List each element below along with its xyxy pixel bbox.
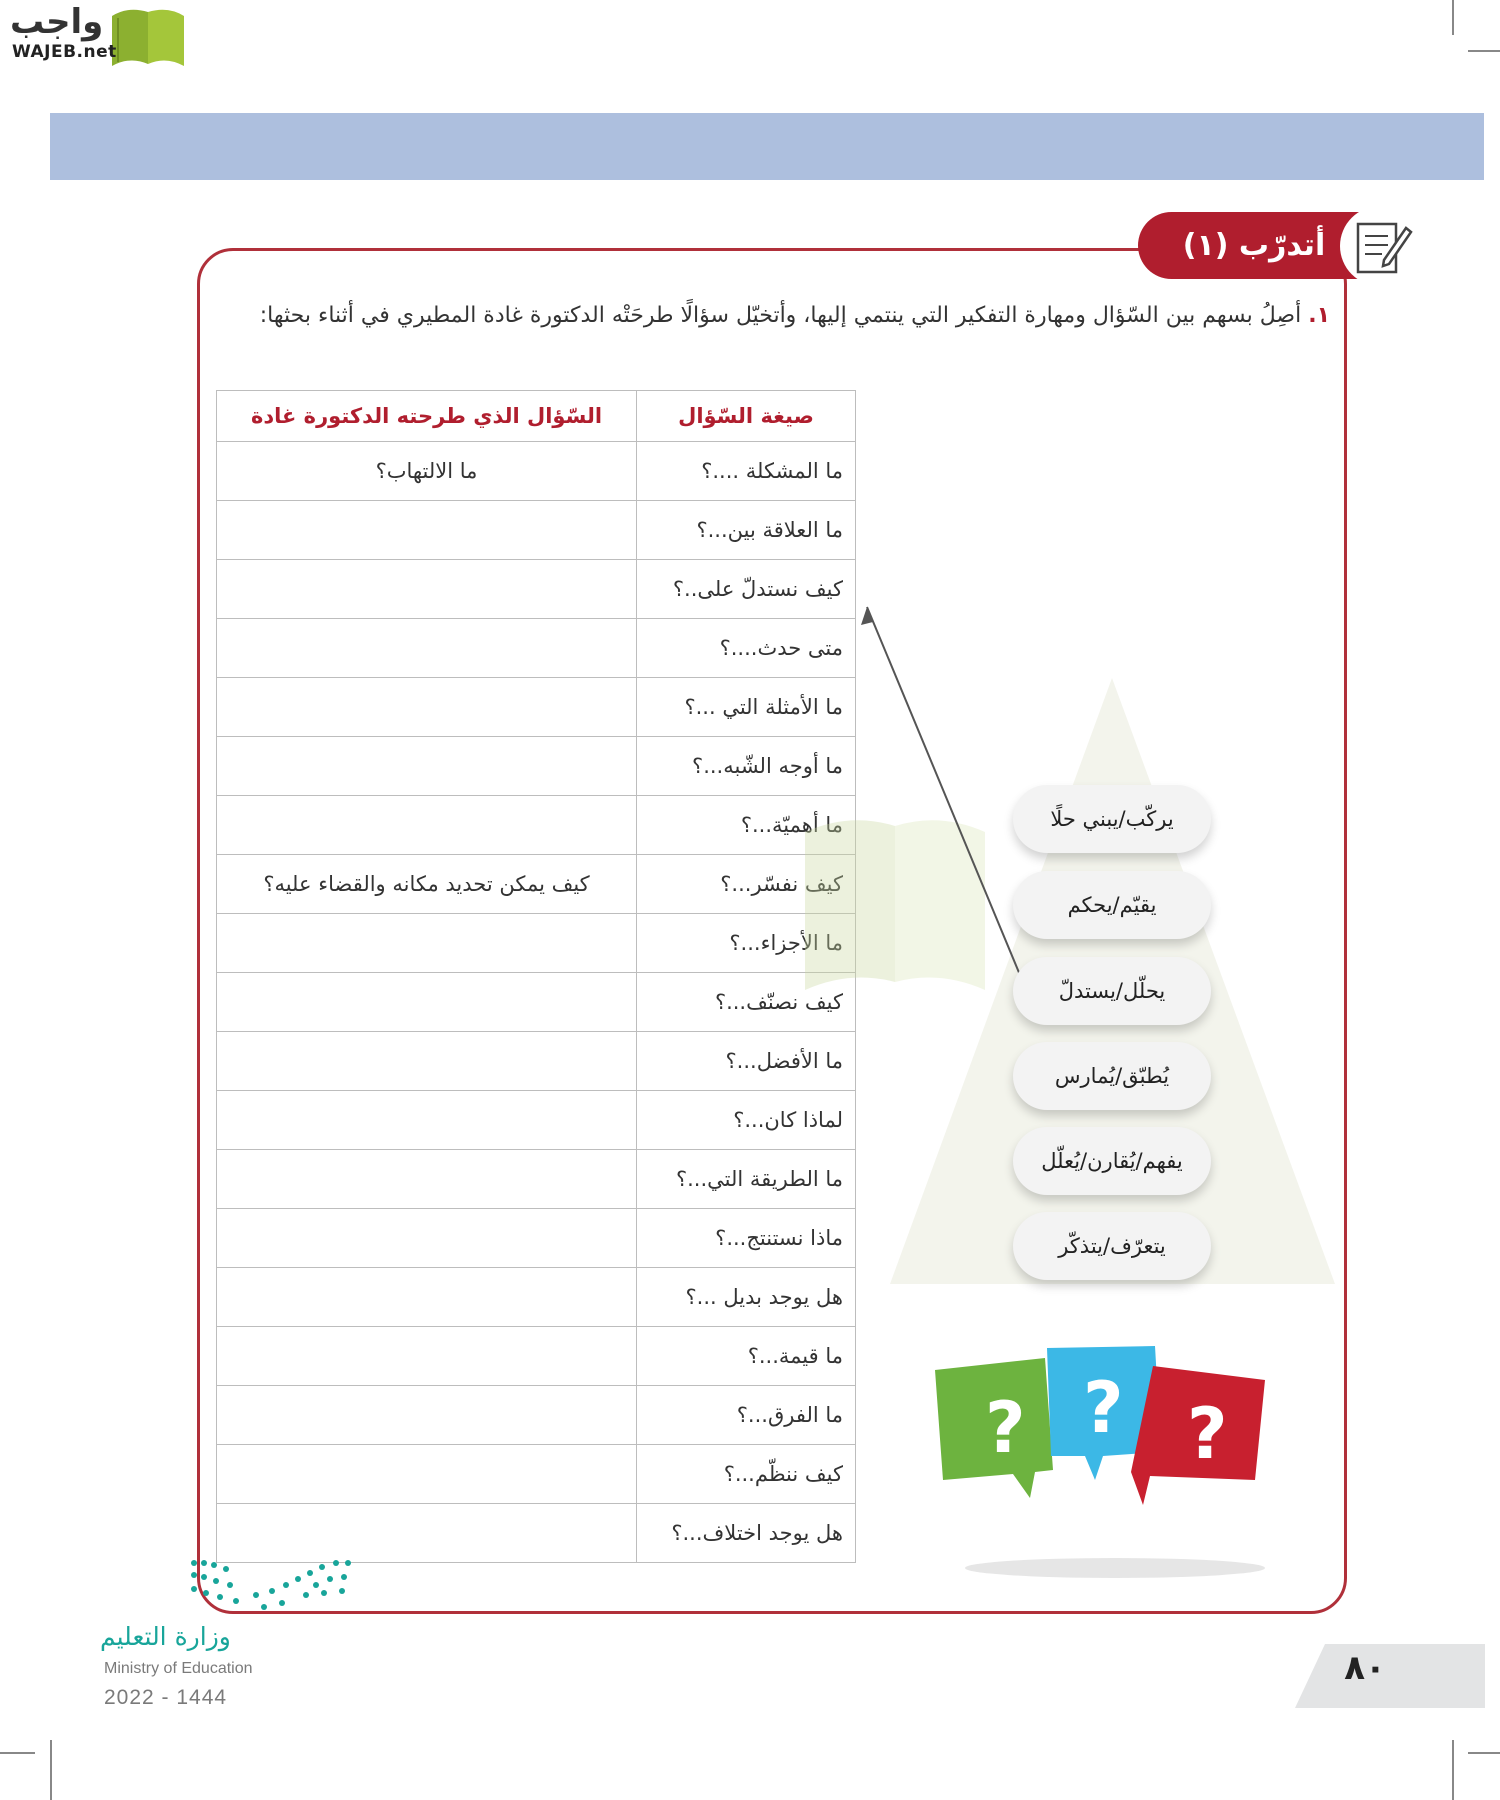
crop-mark (1452, 1740, 1454, 1800)
crop-mark (1468, 50, 1500, 52)
answer-cell[interactable] (217, 560, 637, 619)
ministry-logo-icon (186, 1555, 356, 1611)
question-mark-red: ? (1187, 1393, 1228, 1475)
table-row (217, 1504, 856, 1563)
table-row (217, 442, 856, 501)
answer-cell[interactable] (217, 1091, 637, 1150)
question-form: متى حدث....؟ (637, 619, 856, 678)
question-form: ما العلاقة بين...؟ (637, 501, 856, 560)
table-row (217, 1150, 856, 1209)
question-form: ما أوجه الشّبه...؟ (637, 737, 856, 796)
table-row (217, 619, 856, 678)
crop-mark (50, 1740, 52, 1800)
page-number: ٨٠ (1344, 1648, 1386, 1688)
table-row (217, 1091, 856, 1150)
crop-mark (0, 1752, 35, 1754)
header-asked: السّؤال الذي طرحته الدكتورة غادة (217, 391, 637, 442)
skill-pill-apply[interactable]: يُطبّق/يُمارس (1013, 1042, 1211, 1110)
question-form: ما الفرق...؟ (637, 1386, 856, 1445)
table-row (217, 1209, 856, 1268)
logo-arabic-text: واجب (10, 2, 104, 42)
question-form: كيف نستدلّ على..؟ (637, 560, 856, 619)
arrow-icon (855, 595, 1035, 985)
table-row (217, 737, 856, 796)
skill-pill-create[interactable]: يركّب/يبني حلًا (1013, 785, 1211, 853)
answer-cell[interactable] (217, 1268, 637, 1327)
answer-cell[interactable] (217, 737, 637, 796)
answer-cell[interactable] (217, 1386, 637, 1445)
answer-cell[interactable] (217, 619, 637, 678)
skill-pill-remember[interactable]: يتعرّف/يتذكّر (1013, 1212, 1211, 1280)
question-form: ما الطريقة التي...؟ (637, 1150, 856, 1209)
header-band (50, 113, 1484, 180)
question-mark-green: ? (985, 1387, 1026, 1469)
table-header-row (217, 391, 856, 442)
table-row (217, 1445, 856, 1504)
badge-icon-holder (1340, 206, 1420, 286)
edition-year: 2022 - 1444 (104, 1686, 228, 1709)
question-form: كيف ننظّم...؟ (637, 1445, 856, 1504)
ministry-name-english: Ministry of Education (104, 1660, 253, 1677)
answer-cell[interactable] (217, 501, 637, 560)
exercise-badge: أتدرّب (١) (1138, 212, 1370, 279)
question-form: ما المشكلة ....؟ (637, 442, 856, 501)
instruction (215, 292, 1330, 340)
question-form: كيف نصنّف...؟ (637, 973, 856, 1032)
question-form: لماذا كان...؟ (637, 1091, 856, 1150)
crop-mark (1452, 0, 1454, 35)
skill-pill-evaluate[interactable]: يقيّم/يحكم (1013, 871, 1211, 939)
answer-cell[interactable] (217, 1327, 637, 1386)
answer-cell[interactable] (217, 1209, 637, 1268)
instruction-number: ١. (1308, 303, 1330, 328)
logo-latin-text: WAJEB.net (12, 42, 117, 62)
table-row (217, 678, 856, 737)
table-row (217, 1032, 856, 1091)
question-bubbles-icon (925, 1340, 1275, 1585)
skill-pill-understand[interactable]: يفهم/يُقارن/يُعلّل (1013, 1127, 1211, 1195)
answer-cell[interactable] (217, 1504, 637, 1563)
answer-cell[interactable]: ما الالتهاب؟ (217, 442, 637, 501)
table-row (217, 1386, 856, 1445)
skill-pill-analyze[interactable]: يحلّل/يستدلّ (1013, 957, 1211, 1025)
instruction-text: أصِلُ بسهم بين السّؤال ومهارة التفكير التي ينتمي إليها، وأتخيّل سؤالًا طرحَتْه الدكتورة غادة المطيري في أثناء بحثها: (259, 303, 1302, 328)
question-form: ما الأفضل...؟ (637, 1032, 856, 1091)
table-row (217, 1327, 856, 1386)
question-form: هل يوجد بديل ...؟ (637, 1268, 856, 1327)
question-form: ما أهميّة...؟ (637, 796, 856, 855)
pencil-paper-icon (1340, 206, 1420, 286)
table-row (217, 560, 856, 619)
question-form: ما الأمثلة التي ...؟ (637, 678, 856, 737)
header-form: صيغة السّؤال (637, 391, 856, 442)
question-form: ماذا نستنتج...؟ (637, 1209, 856, 1268)
table-row (217, 1268, 856, 1327)
answer-cell[interactable]: كيف يمكن تحديد مكانه والقضاء عليه؟ (217, 855, 637, 914)
question-form: ما الأجزاء...؟ (637, 914, 856, 973)
crop-mark (1468, 1752, 1500, 1754)
question-form: هل يوجد اختلاف...؟ (637, 1504, 856, 1563)
answer-cell[interactable] (217, 1150, 637, 1209)
question-form: كيف نفسّر...؟ (637, 855, 856, 914)
question-form: ما قيمة...؟ (637, 1327, 856, 1386)
answer-cell[interactable] (217, 1032, 637, 1091)
ministry-name-arabic: وزارة التعليم (100, 1622, 231, 1651)
answer-cell[interactable] (217, 678, 637, 737)
answer-cell[interactable] (217, 1445, 637, 1504)
table-row (217, 501, 856, 560)
question-mark-blue: ? (1083, 1367, 1124, 1449)
